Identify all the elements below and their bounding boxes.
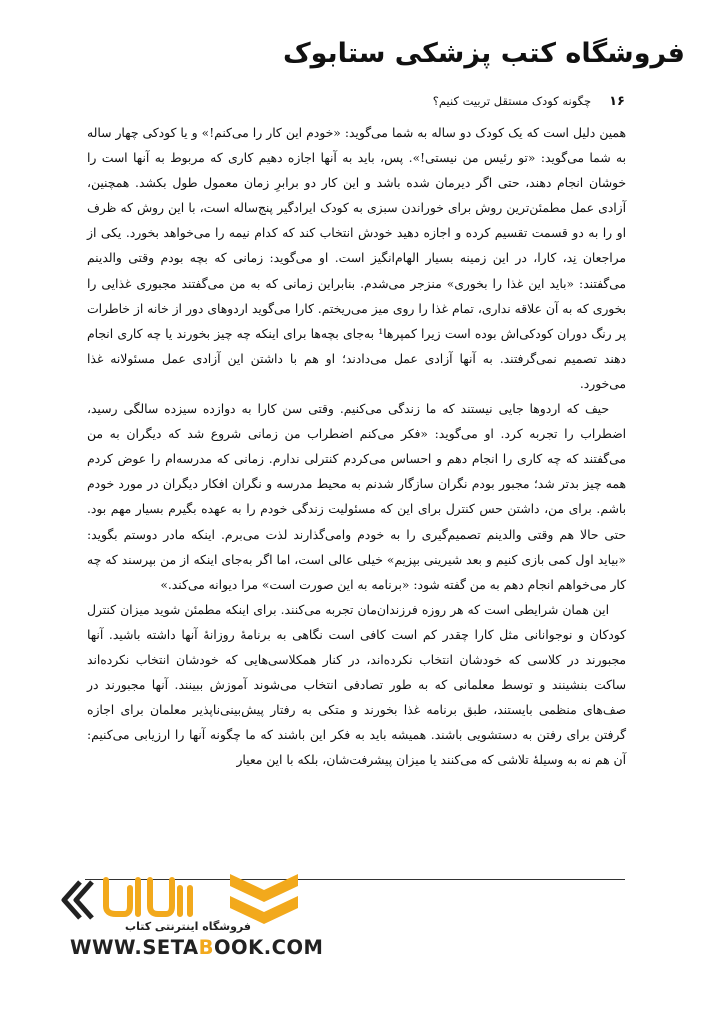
paragraph: حیف که اردوها جایی نیستند که ما زندگی می‌کنیم. وقتی سن کارا به دوازده سیزده سالگی رسید، اضطراب را تجربه کرد. او می‌گوید: «فکر می‌کنم اضطراب من زمانی شروع شد که دیگران به من می‌گفتند که چه کاری را انجام دهم و احساس می‌کردم کنترلی ندارم. زمانی که مدرسه‌ام را عوض کردم همه چیز بدتر شد؛ مجبور بودم نگران سازگار شدنم به محیط مدرسه و نگران افکار دیگران در مورد خودم باشم. برای من، داشتن حس کنترل برای این که مسئولیت زندگی خودم را به عهده بگیرم بسیار مهم بود. حتی حالا هم وقتی والدینم تصمیم‌گیری را به خودم وامی‌گذارند لذت می‌برم. اینکه مادر دوستم بگوید: «بیاید اول کمی بازی کنیم و بعد شیرینی بپزیم» خیلی عالی است، اما اگر به‌جای اینکه از من بپرسند که چه کار می‌خواهم انجام دهم به من گفته شود: «برنامه به این صورت است» مرا دیوانه می‌کند.» [87, 402, 626, 592]
running-header [85, 94, 625, 109]
logo-wordmark-shape [106, 880, 190, 914]
store-title: فروشگاه کتب پزشکی ستابوک [282, 38, 685, 69]
chevron-icon [64, 882, 92, 918]
setabook-logo [58, 866, 308, 936]
paragraph: همین دلیل است که یک کودک دو ساله به شما می‌گوید: «خودم این کار را می‌کنم!» و یا کودکی چهار ساله به شما می‌گوید: «تو رئیس من نیستی!». پس، باید به آنها اجازه دهیم کاری که مربوط به آنها است را خوشان انجام دهند، حتی اگر دیرمان شده باشد و این کار دو برابرِ زمان معمول طول بکشد. همچنین، آزادی عمل مطمئن‌ترین روش برای خوراندن سبزی به کودک ایرادگیر پنج‌ساله است، با این روش که ظرف او را به دو قسمت تقسیم کرده و اجازه دهید خودش انتخاب کند که کدام نیمه را می‌خواهد بخورد. یکی از مراجعان نِد، کارا، در این زمینه بسیار الهام‌انگیز است. او می‌گوید: زمانی که بچه بودم وقتی والدینم می‌گفتند: «باید این غذا را بخوری» منزجر می‌شدم. بنابراین زمانی که به من می‌گفتند مجبوری غذایی را بخوری که به آن علاقه نداری، تمام غذا را روی میز می‌ریختم. کارا می‌گوید اردوهای دور از خانه از خاطرات پر رنگ دوران کودکی‌اش بوده است زیرا کمپرها¹ به‌جای بچه‌ها برای اینکه چه چیز بخورند یا چه کاری انجام دهند تصمیم نمی‌گرفتند. به آنها آزادی عمل می‌دادند؛ او هم با داشتن این آزادی عمل مسئولانه غذا می‌خورد. [87, 126, 626, 391]
site-url[interactable] [70, 936, 323, 959]
paragraph: این همان شرایطی است که هر روزه فرزندان‌مان تجربه می‌کنند. برای اینکه مطمئن شوید میزان کنترل کودکان و نوجوانانی مثل کارا چقدر کم است کافی است نگاهی به برنامهٔ روزانهٔ آنها داشته باشید. آنها مجبورند در کلاسی که خودشان انتخاب نکرده‌اند، در کنار همکلاسی‌هایی که خودشان انتخاب نکرده‌اند ساکت بنشینند و توسط معلمانی که به طور تصادفی انتخاب می‌شوند آموزش ببینند. آنها مجبورند در صف‌های منظمی بایستند، طبق برنامه غذا بخورند و متکی به رفتار پیش‌بینی‌ناپذیر معلمان برای اجازه گرفتن برای رفتن به دستشویی باشند. همیشه باید به فکر این باشند که ما چگونه آنها را ارزیابی می‌کنیم: آن هم نه به وسیلهٔ تلاشی که می‌کنند یا میزان پیشرفت‌شان، بلکه با این معیار [87, 602, 626, 768]
logo-brand-persian: فروشگاه اینترنتی کتاب [125, 920, 251, 933]
book-title: چگونه کودک مستقل تربیت کنیم؟ [432, 94, 592, 108]
site-url-accent: B [198, 936, 214, 959]
site-url-prefix: WWW.SETA [70, 936, 199, 959]
book-icon [230, 874, 298, 924]
logo-book-top [230, 874, 298, 902]
article-body [87, 121, 626, 773]
site-url-suffix: OOK.COM [213, 936, 324, 959]
page-number: ۱۶ [609, 94, 625, 109]
